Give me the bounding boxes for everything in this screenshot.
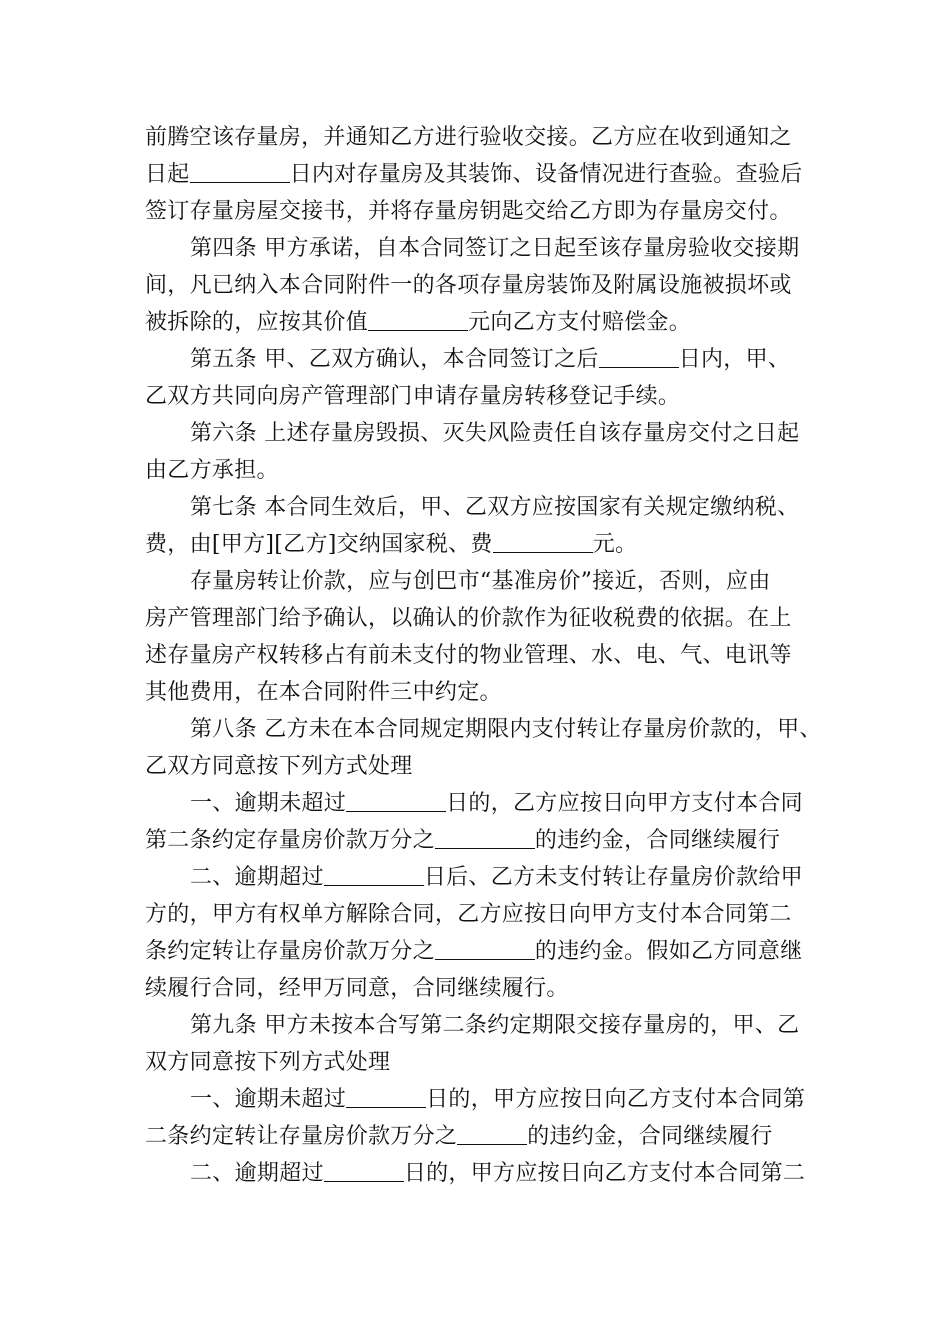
text-segment: 费，由[甲方][乙方]交纳国家税、费 [145, 532, 493, 557]
text-segment: 日内，甲、 [678, 347, 791, 372]
text-line [145, 308, 691, 338]
text-segment: 间，凡已纳入本合同附件一的各项存量房装饰及附属设施被损坏或 [145, 273, 792, 298]
text-segment: 被拆除的，应按其价值 [145, 310, 369, 335]
text-line [190, 789, 803, 819]
fill-in-blank [435, 939, 535, 960]
text-segment: 第五条 甲、乙双方确认，本合同签订之后 [190, 347, 599, 372]
fill-in-blank [368, 310, 468, 331]
article-8-heading-line [190, 715, 822, 745]
text-segment: 的违约金。假如乙方同意继 [534, 939, 803, 964]
text-segment: 方的，甲方有权单方解除合同，乙方应按日向甲方支付本合同第二 [145, 902, 792, 927]
text-segment: 日后、乙方未支付转让存量房价款给甲 [423, 865, 803, 890]
article-4-heading-line [190, 234, 799, 264]
fill-in-blank [324, 865, 424, 886]
text-segment: 元。 [592, 532, 638, 557]
text-segment: 第二条约定存量房价款万分之 [145, 828, 435, 853]
text-segment: 日的，甲方应按日向乙方支付本合同第 [426, 1087, 806, 1112]
text-line [145, 382, 680, 412]
text-line [145, 752, 413, 782]
text-segment: 的违约金，合同继续履行 [534, 828, 781, 853]
text-line [145, 678, 502, 708]
article-9-heading-line [190, 1011, 799, 1041]
text-line [145, 530, 637, 560]
text-segment: 二、逾期超过 [190, 1161, 324, 1186]
text-line [145, 900, 792, 930]
text-segment: 签订存量房屋交接书，并将存量房钥匙交给乙方即为存量房交付。 [145, 199, 792, 224]
text-line [190, 1159, 805, 1189]
text-segment: 日的，甲方应按日向乙方支付本合同第二 [403, 1161, 806, 1186]
text-segment: 元向乙方支付赔偿金。 [468, 310, 692, 335]
text-line [145, 974, 569, 1004]
text-segment: 存量房转让价款，应与创巴市“基准房价”接近，否则，应由 [190, 569, 771, 594]
text-segment: 双方同意按下列方式处理 [145, 1050, 391, 1075]
article-5-heading-line [190, 345, 790, 375]
text-line [145, 160, 803, 190]
fill-in-blank [324, 1161, 404, 1182]
text-segment: 第八条 乙方未在本合同规定期限内支付转让存量房价款的，甲、 [190, 717, 822, 742]
fill-in-blank [346, 1087, 426, 1108]
text-segment: 前腾空该存量房，并通知乙方进行验收交接。乙方应在收到通知之 [145, 125, 792, 150]
text-segment: 一、逾期未超过 [190, 791, 347, 816]
fill-in-blank [457, 1124, 527, 1145]
fill-in-blank [493, 532, 593, 553]
article-6-heading-line [190, 419, 799, 449]
text-line [145, 123, 792, 153]
text-segment: 条约定转让存量房价款万分之 [145, 939, 435, 964]
text-segment: 第九条 甲方未按本合写第二条约定期限交接存量房的，甲、乙 [190, 1013, 800, 1038]
text-segment: 第六条 上述存量房毁损、灭失风险责任自该存量房交付之日起 [190, 421, 800, 446]
fill-in-blank [346, 791, 446, 812]
text-segment: 二条约定转让存量房价款万分之 [145, 1124, 458, 1149]
text-segment: 由乙方承担。 [145, 458, 279, 483]
text-segment: 日内对存量房及其装饰、设备情况进行查验。查验后 [289, 162, 803, 187]
text-segment: 续履行合同，经甲万同意，合同继续履行。 [145, 976, 569, 1001]
text-line [190, 1085, 805, 1115]
article-7-heading-line [190, 493, 799, 523]
text-line [145, 456, 279, 486]
fill-in-blank [435, 828, 535, 849]
text-line [145, 937, 803, 967]
text-line [145, 1048, 390, 1078]
text-segment: 乙双方共同向房产管理部门申请存量房转移登记手续。 [145, 384, 681, 409]
text-segment: 日起 [145, 162, 190, 187]
text-segment: 一、逾期未超过 [190, 1087, 347, 1112]
text-line [145, 271, 792, 301]
text-segment: 日的，乙方应按日向甲方支付本合同 [446, 791, 803, 816]
text-line [190, 567, 771, 597]
text-segment: 述存量房产权转移占有前未支付的物业管理、水、电、气、电讯等 [145, 643, 792, 668]
fill-in-blank [190, 162, 290, 183]
text-line [145, 197, 792, 227]
text-segment: 第四条 甲方承诺，自本合同签订之日起至该存量房验收交接期 [190, 236, 800, 261]
text-line [145, 604, 792, 634]
text-line [190, 863, 803, 893]
text-line [145, 826, 780, 856]
fill-in-blank [599, 347, 679, 368]
text-line [145, 1122, 773, 1152]
text-line [145, 641, 792, 671]
text-segment: 乙双方同意按下列方式处理 [145, 754, 413, 779]
text-segment: 其他费用，在本合同附件三中约定。 [145, 680, 502, 705]
text-segment: 的违约金，合同继续履行 [527, 1124, 773, 1149]
text-segment: 房产管理部门给予确认，以确认的价款作为征收税费的依据。在上 [145, 606, 792, 631]
text-segment: 第七条 本合同生效后，甲、乙双方应按国家有关规定缴纳税、 [190, 495, 800, 520]
text-segment: 二、逾期超过 [190, 865, 324, 890]
